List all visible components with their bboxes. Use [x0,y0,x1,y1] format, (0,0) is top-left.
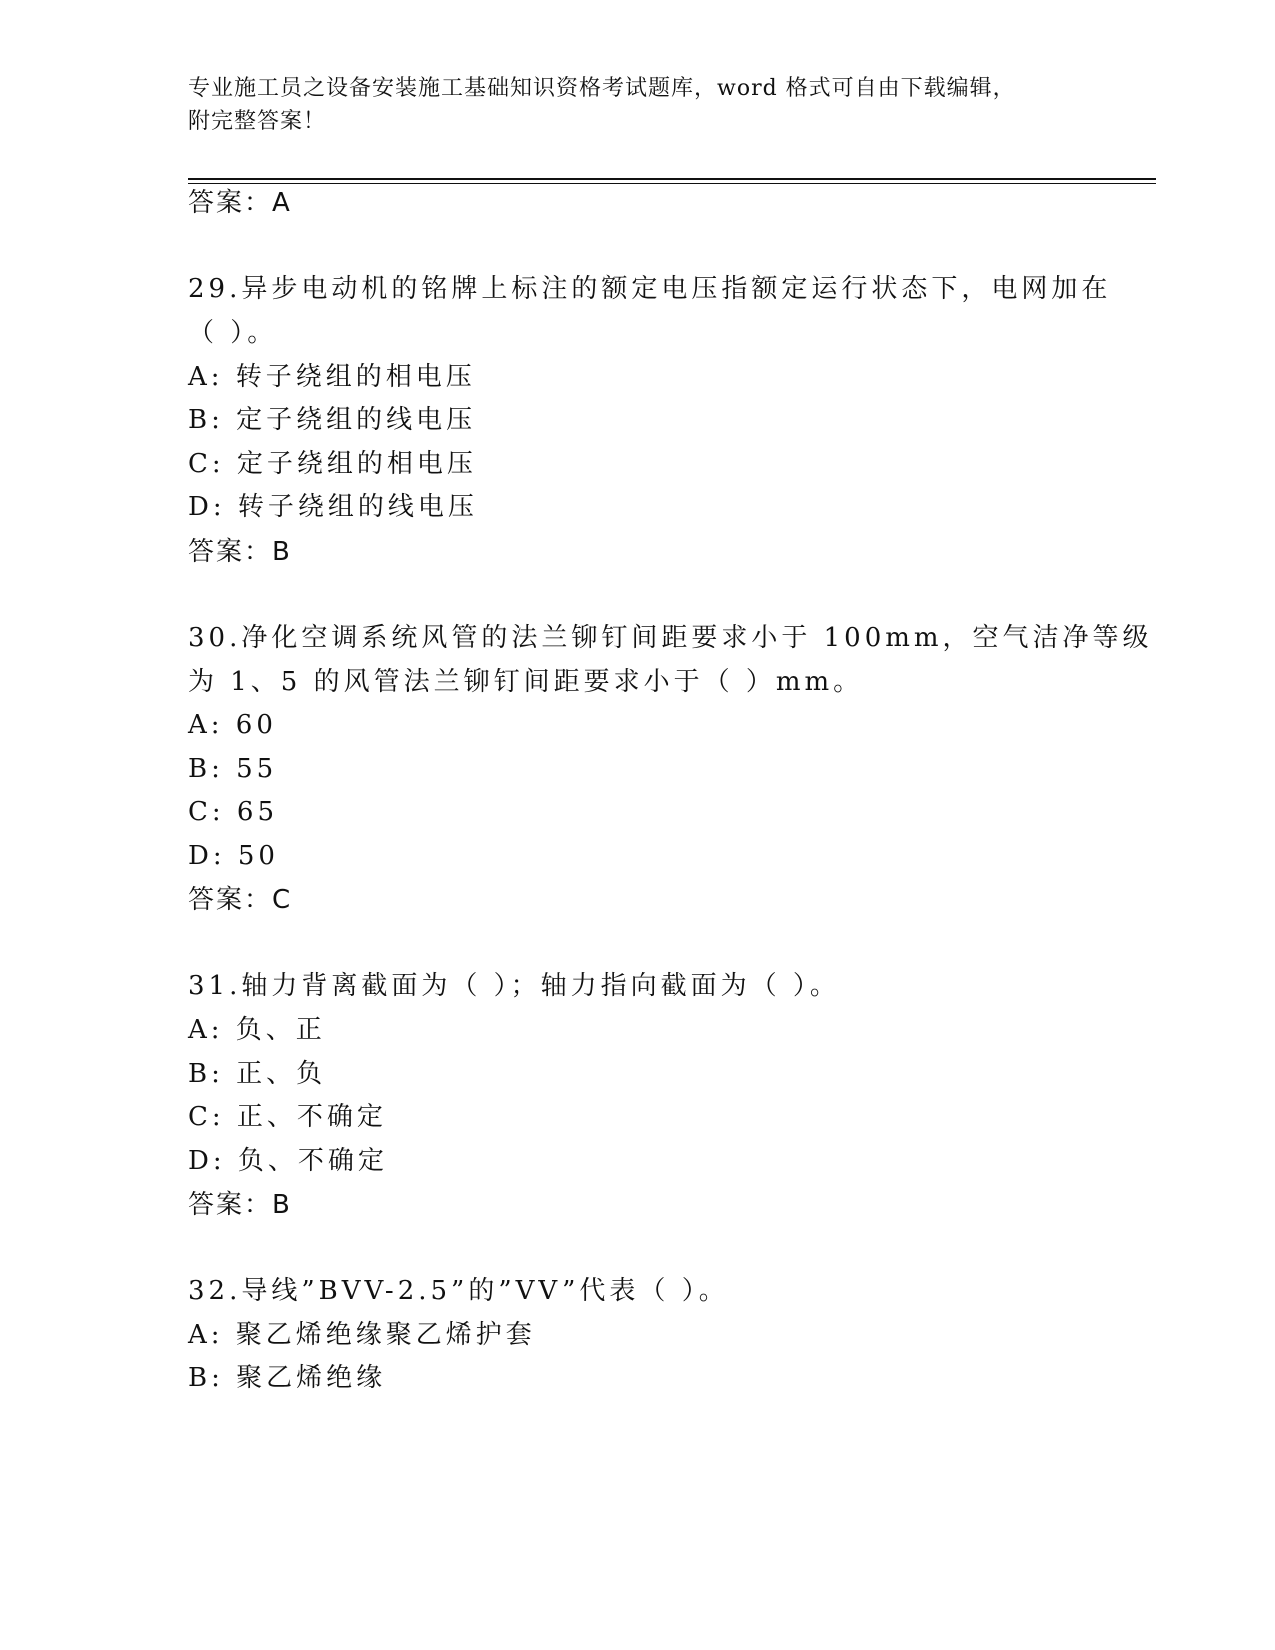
option-a: A: 转子绕组的相电压 [188,362,476,392]
option-b: B: 聚乙烯绝缘 [188,1363,387,1393]
question-stem: 30.净化空调系统风管的法兰铆钉间距要求小于 100mm，空气洁净等级 [188,623,1153,653]
document-header [188,72,1088,138]
option-b: B: 定子绕组的线电压 [188,405,477,435]
option-a: A: 60 [188,710,277,740]
answer-line: 答案：B [188,537,292,567]
answer-line: 答案：A [188,188,292,218]
header-line: 附完整答案！ [188,109,327,134]
option-c: C: 正、不确定 [188,1102,387,1132]
question-stem: 32.导线”BVV-2.5”的”VV”代表（ ）。 [188,1276,729,1306]
option-b: B: 55 [188,754,278,784]
header-line: 专业施工员之设备安装施工基础知识资格考试题库，word 格式可自由下载编辑， [188,76,1016,101]
option-a: A: 负、正 [188,1015,326,1045]
header-rule [188,178,1156,180]
option-a: A: 聚乙烯绝缘聚乙烯护套 [188,1320,536,1350]
option-d: D: 转子绕组的线电压 [188,492,478,522]
answer-line: 答案：C [188,885,293,915]
option-c: C: 定子绕组的相电压 [188,449,477,479]
option-d: D: 50 [188,841,279,871]
option-b: B: 正、负 [188,1059,327,1089]
option-c: C: 65 [188,797,279,827]
question-stem: 为 1、5 的风管法兰铆钉间距要求小于（ ）mm。 [188,667,864,697]
answer-line: 答案：B [188,1190,292,1220]
header-rule [188,183,1156,184]
option-d: D: 负、不确定 [188,1146,388,1176]
question-stem: 29.异步电动机的铭牌上标注的额定电压指额定运行状态下，电网加在 [188,274,1112,304]
question-stem: （ ）。 [188,318,278,348]
question-stem: 31.轴力背离截面为（ ）；轴力指向截面为（ ）。 [188,971,840,1001]
